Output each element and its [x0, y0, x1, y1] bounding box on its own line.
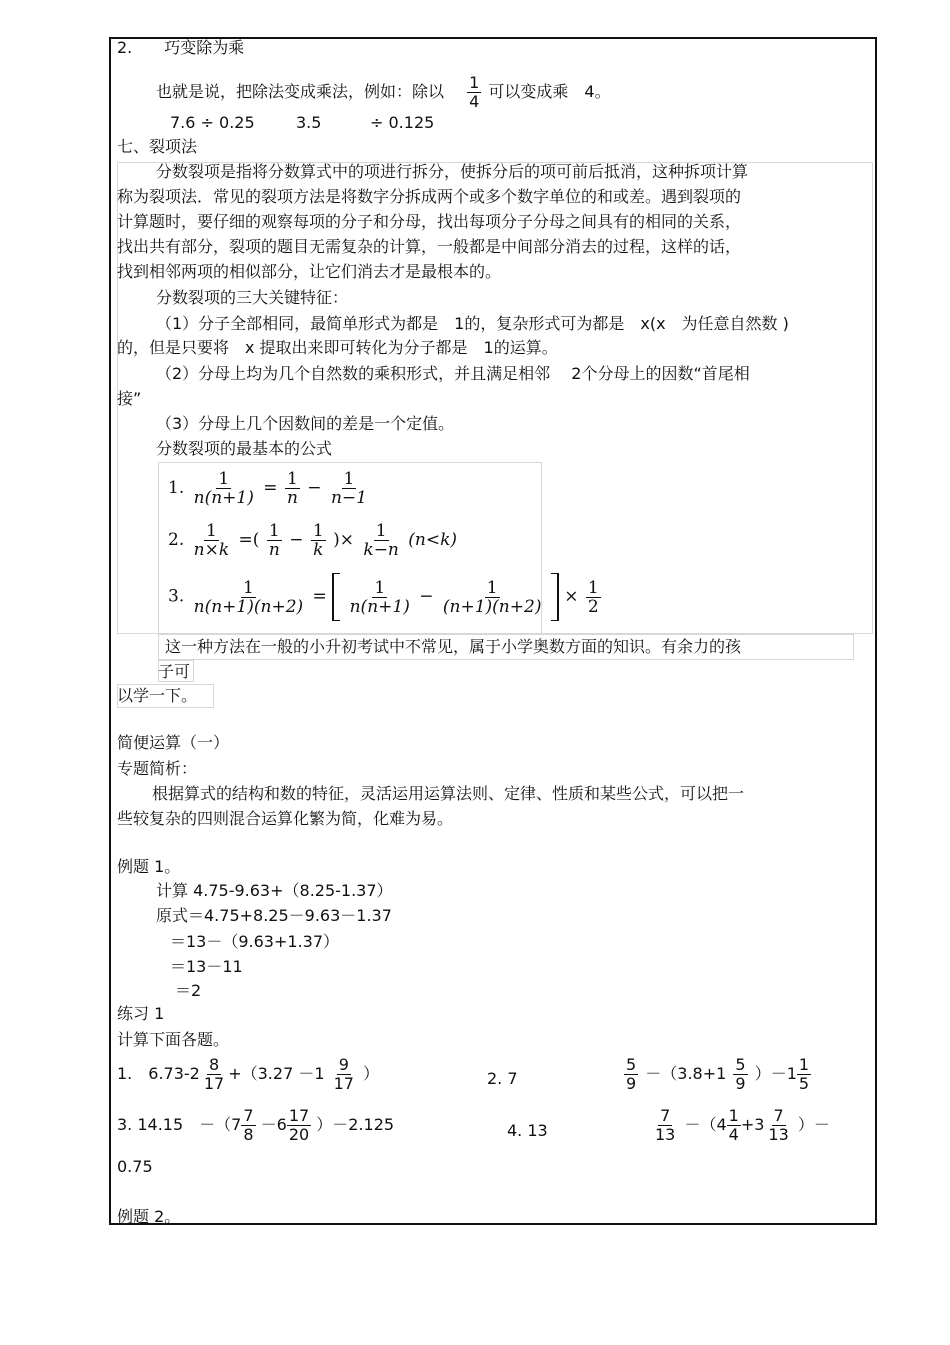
frac-den: n: [286, 488, 298, 508]
text-line: [156, 74, 611, 111]
paragraph-line: 分数裂项的最基本的公式: [156, 439, 333, 458]
fraction: [653, 1107, 677, 1144]
formula-label: 3.: [168, 586, 185, 607]
frac-num: 1: [798, 1055, 810, 1074]
q-text: +3: [740, 1115, 765, 1134]
frac-den: 9: [735, 1074, 746, 1093]
question-3-tail: 0.75: [117, 1157, 153, 1176]
frac-num: 1: [469, 73, 480, 92]
paragraph-line: 的，但是只要将 x 提取出来即可转化为分子都是 1的运算。: [117, 338, 558, 357]
frac-den: n×k: [193, 540, 230, 560]
example-2-title: 例题 2。: [117, 1207, 181, 1226]
example-line: ＝13－（9.63+1.37）: [170, 932, 340, 951]
frac-num: 8: [208, 1055, 220, 1074]
frac-den: n(n+1)(n+2): [193, 596, 304, 617]
frac-den: 13: [768, 1125, 789, 1144]
question-4-label: 4. 13: [507, 1121, 548, 1140]
fraction: [329, 470, 369, 507]
paragraph-line: （3）分母上几个因数间的差是一个定值。: [156, 414, 455, 433]
paragraph-line: 些较复杂的四则混合运算化繁为简，化难为易。: [117, 809, 454, 828]
fraction: [467, 74, 481, 111]
q-text: ）－: [797, 1115, 830, 1134]
example-line: 计算 4.75-9.63+（8.25-1.37）: [156, 881, 393, 900]
frac-num: 1: [343, 469, 355, 489]
example-title: 例题 1。: [117, 857, 181, 876]
left-bracket: [332, 573, 340, 621]
formula-condition: (n<k): [408, 530, 458, 550]
frac-num: 7: [243, 1106, 254, 1125]
expr-3: ÷ 0.125: [370, 113, 435, 132]
fraction: [441, 579, 544, 616]
frac-den: 5: [798, 1074, 810, 1093]
text-span: 可以变成乘 4。: [488, 82, 611, 101]
frac-num: 5: [626, 1055, 637, 1074]
frac-den: 17: [333, 1074, 354, 1093]
frac-den: n(n+1): [349, 596, 410, 617]
fraction: [733, 1056, 747, 1093]
frac-num: 7: [773, 1106, 784, 1125]
paragraph-line: 找到相邻两项的相似部分，让它们消去才是最根本的。: [117, 262, 502, 281]
fraction: [766, 1107, 790, 1144]
frac-num: 1: [205, 521, 217, 541]
paragraph-line: 分数裂项的三大关键特征：: [156, 288, 349, 307]
expr-2: 3.5: [296, 113, 322, 132]
frac-den: 17: [203, 1074, 225, 1093]
note-line: 以学一下。: [117, 686, 198, 705]
question-1: [117, 1056, 379, 1093]
fraction: [202, 1056, 226, 1093]
formula-2: 2. $\frac{1}{n\times k}$ =( $\frac{1}{n}$ − $\frac{1}{k}$ )× $\frac{1}{k-n}$ (n<k): [168, 521, 458, 560]
paragraph-line: 接”: [117, 389, 142, 408]
q-text: ）: [363, 1064, 380, 1083]
frac-num: 1: [268, 521, 280, 541]
frac-num: 1: [728, 1106, 739, 1125]
fraction: [586, 579, 601, 616]
frac-den: k: [313, 540, 324, 560]
paragraph-line: 根据算式的结构和数的特征，灵活运用运算法则、定律、性质和某些公式，可以把一: [152, 784, 745, 803]
formula-3: 3. $\frac{1}{n(n+1)(n+2)}$ = $\frac{1}{n(n+1)}$ − $\frac{1}{(n+1)(n+2)}$ × $\frac{1}{2}$: [168, 573, 603, 621]
frac-num: 7: [660, 1106, 671, 1125]
frac-num: 1: [218, 469, 230, 489]
question-4: [651, 1107, 830, 1144]
frac-den: 20: [288, 1125, 310, 1144]
note-line: 这一种方法在一般的小升初考试中不常见，属于小学奥数方面的知识。有余力的孩: [165, 637, 742, 656]
frac-den: (n+1)(n+2): [442, 596, 542, 617]
frac-num: 1: [374, 577, 386, 598]
frac-num: 1: [486, 577, 498, 598]
frac-den: 13: [655, 1125, 676, 1144]
fraction: [624, 1056, 638, 1093]
paragraph-line: （2）分母上均为几个自然数的乘积形式，并且满足相邻 2个分母上的因数“首尾相: [156, 364, 750, 383]
paragraph-line: （1）分子全部相同，最简单形式为都是 1的，复杂形式可为都是 x(x 为任意自然数 ): [156, 314, 789, 333]
fraction: [192, 470, 256, 507]
right-bracket: [551, 573, 559, 621]
frac-den: 4: [469, 92, 480, 111]
frac-num: 1: [242, 577, 254, 598]
section-title: 简便运算（一）: [117, 733, 230, 752]
question-3: [117, 1107, 394, 1144]
formula-1: 1. $\frac{1}{n(n+1)}$ = $\frac{1}{n}$ − $\frac{1}{n-1}$: [168, 469, 367, 508]
q-text: ）－2.125: [316, 1115, 395, 1134]
fraction: [192, 522, 232, 559]
text-span: 也就是说，把除法变成乘法，例如：除以: [156, 82, 445, 101]
frac-num: 1: [375, 521, 387, 541]
q-text: －（3.8+1: [645, 1064, 727, 1083]
frac-den: n(n+1): [193, 488, 254, 508]
fraction: [797, 1056, 811, 1093]
frac-num: 5: [735, 1055, 746, 1074]
fraction: [285, 470, 300, 507]
fraction: [241, 1107, 255, 1144]
frac-den: n: [268, 540, 280, 560]
practice-title: 练习 1: [117, 1004, 165, 1023]
paragraph-line: 计算题时，要仔细的观察每项的分子和分母，找出每项分子分母之间具有的相同的关系，: [117, 212, 742, 231]
fraction: [332, 1056, 356, 1093]
section-subtitle: 专题简析：: [117, 759, 198, 778]
expr-1: 7.6 ÷ 0.25: [170, 113, 255, 132]
paragraph-line: 分数裂项是指将分数算式中的项进行拆分，使拆分后的项可前后抵消，这种拆项计算: [156, 162, 749, 181]
fraction: [311, 522, 326, 559]
practice-intro: 计算下面各题。: [117, 1030, 230, 1049]
q-text: －6: [260, 1115, 287, 1134]
frac-den: 4: [728, 1125, 739, 1144]
frac-den: k−n: [363, 540, 399, 560]
fraction: [267, 522, 282, 559]
paragraph-line: 称为裂项法．常见的裂项方法是将数字分拆成两个或多个数字单位的和或差。遇到裂项的: [117, 187, 742, 206]
frac-num: 9: [338, 1055, 349, 1074]
formula-label: 2.: [168, 530, 185, 550]
frac-num: 1: [587, 577, 599, 598]
example-line: ＝2: [175, 981, 202, 1000]
frac-den: 9: [626, 1074, 637, 1093]
question-2-label: 2. 7: [487, 1069, 518, 1088]
frac-den: n−1: [330, 488, 367, 508]
frac-num: 1: [287, 469, 298, 489]
example-line: ＝13－11: [170, 957, 243, 976]
fraction: [361, 522, 401, 559]
paragraph-line: 找出共有部分，裂项的题目无需复杂的计算，一般都是中间部分消去的过程，这样的话，: [117, 237, 742, 256]
fraction: [192, 579, 306, 616]
q-text: －（4: [684, 1115, 727, 1134]
q-text: ）－1: [754, 1064, 797, 1083]
question-2: [622, 1056, 813, 1093]
frac-den: 8: [243, 1125, 254, 1144]
fraction: [727, 1107, 741, 1144]
formula-label: 1.: [168, 478, 185, 498]
frac-num: 17: [288, 1106, 310, 1125]
q-text: 3. 14.15 －（7: [117, 1115, 242, 1134]
q-text: +（3.27 －1: [228, 1064, 325, 1083]
q-text: 1. 6.73-2: [117, 1064, 200, 1083]
frac-num: 1: [312, 521, 324, 541]
example-line: 原式＝4.75+8.25－9.63－1.37: [156, 906, 392, 925]
fraction: [287, 1107, 311, 1144]
fraction: [348, 579, 412, 616]
note-line: 子可: [158, 662, 191, 681]
frac-den: 2: [587, 596, 599, 617]
section-heading-multiply: 2. 巧变除为乘: [117, 38, 245, 57]
section-heading-split: 七、裂项法: [117, 137, 198, 156]
